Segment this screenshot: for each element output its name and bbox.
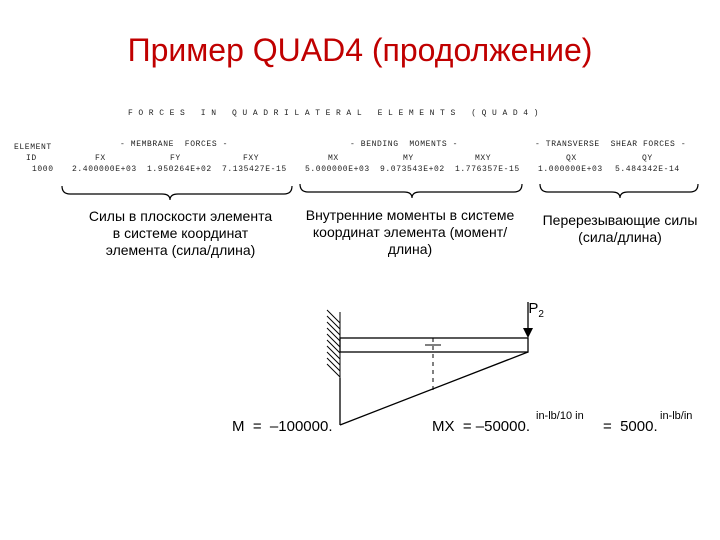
col-mxy: MXY — [475, 154, 492, 163]
load-label-subscript: 2 — [538, 309, 544, 320]
header-element: ELEMENT — [14, 143, 52, 152]
brace-bending — [300, 184, 522, 198]
row-mxy: 1.776357E-15 — [455, 165, 520, 174]
col-fxy: FXY — [243, 154, 260, 163]
col-fx: FX — [95, 154, 106, 163]
caption-membrane-forces: Силы в плоскости элемента в системе координат элемента (сила/длина) — [88, 208, 273, 258]
col-mx: MX — [328, 154, 339, 163]
row-my: 9.073543E+02 — [380, 165, 445, 174]
brace-membrane — [62, 186, 292, 200]
fixed-support — [327, 310, 340, 378]
row-fx: 2.400000E+03 — [72, 165, 137, 174]
row-qx: 1.000000E+03 — [538, 165, 603, 174]
slide-title: Пример QUAD4 (продолжение) — [127, 32, 593, 68]
load-label — [520, 283, 544, 320]
unit-label-1: in-lb/10 in — [536, 410, 584, 422]
mx-label: MX = –50000. — [432, 418, 530, 435]
row-qy: 5.484342E-14 — [615, 165, 680, 174]
row-id: 1000 — [32, 165, 54, 174]
equals-value: = 5000. — [603, 418, 658, 435]
header-bending-moments: - BENDING MOMENTS - — [350, 140, 459, 149]
col-qy: QY — [642, 154, 653, 163]
col-my: MY — [403, 154, 414, 163]
row-fxy: 7.135427E-15 — [222, 165, 287, 174]
moment-diagram — [340, 352, 528, 425]
row-mx: 5.000000E+03 — [305, 165, 370, 174]
caption-shear-forces: Перерезывающие силы (сила/длина) — [542, 212, 698, 245]
moment-label: M = –100000. — [232, 418, 333, 435]
table-heading: F O R C E S I N Q U A D R I L A T E R A L E L E M E N T S ( Q U A D 4 ) — [128, 109, 539, 118]
brace-shear — [540, 184, 698, 198]
header-membrane-forces: - MEMBRANE FORCES - — [120, 140, 229, 149]
col-fy: FY — [170, 154, 181, 163]
header-shear-forces: - TRANSVERSE SHEAR FORCES - — [535, 140, 687, 149]
col-qx: QX — [566, 154, 577, 163]
unit-label-2: in-lb/in — [660, 410, 693, 422]
col-id: ID — [26, 154, 37, 163]
load-label-letter: P — [528, 300, 539, 317]
row-fy: 1.950264E+02 — [147, 165, 212, 174]
caption-bending-moments: Внутренние моменты в системе координат элемента (момент/длина) — [305, 207, 515, 257]
